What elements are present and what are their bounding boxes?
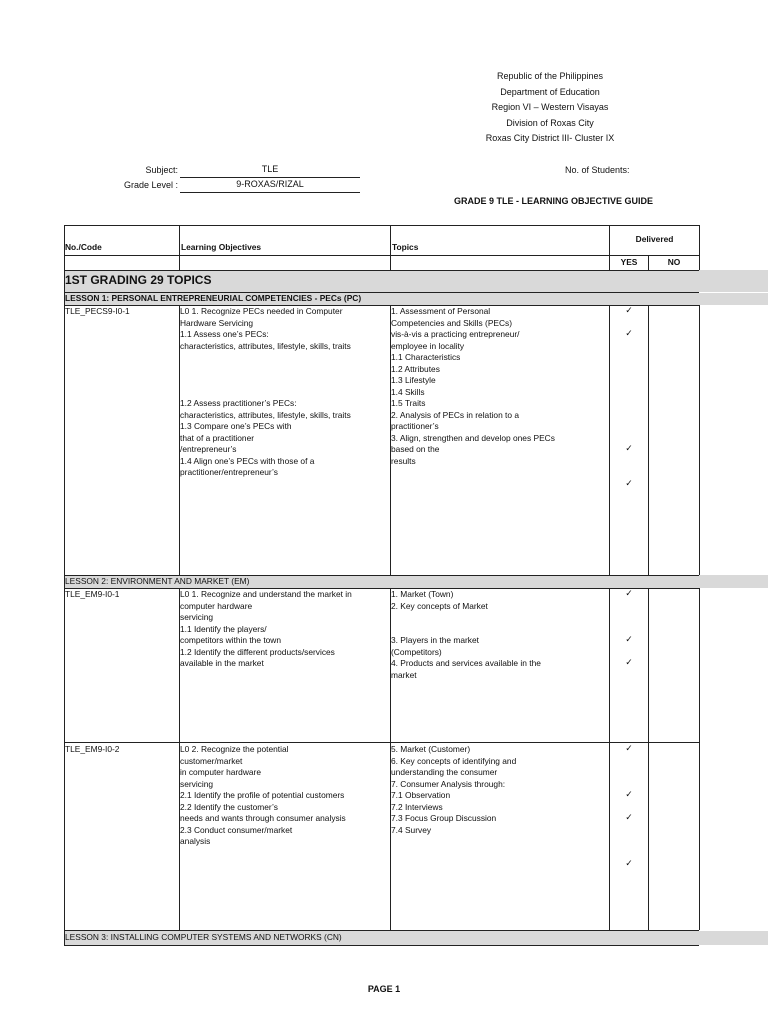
yes-check: ✓ bbox=[625, 858, 633, 868]
header-line-3: Region VI – Western Visayas bbox=[491, 102, 609, 112]
yes-check: ✓ bbox=[625, 588, 633, 598]
yes-check: ✓ bbox=[625, 305, 633, 315]
col-header-topics: Topics bbox=[392, 242, 419, 252]
lesson2-title: LESSON 2: ENVIRONMENT AND MARKET (EM) bbox=[65, 576, 250, 586]
col-header-code: No./Code bbox=[65, 242, 102, 252]
yes-check: ✓ bbox=[625, 634, 633, 644]
agency-header bbox=[440, 69, 660, 147]
row-code: TLE_PECS9-I0-1 bbox=[65, 306, 130, 316]
grading-title: 1ST GRADING 29 TOPICS bbox=[65, 273, 212, 287]
yes-check: ✓ bbox=[625, 328, 633, 338]
yes-check: ✓ bbox=[625, 789, 633, 799]
yes-check: ✓ bbox=[625, 478, 633, 488]
yes-check: ✓ bbox=[625, 443, 633, 453]
header-line-4: Division of Roxas City bbox=[506, 117, 594, 128]
col-header-no: NO bbox=[667, 257, 681, 267]
yes-check: ✓ bbox=[625, 657, 633, 667]
row-objectives: L0 1. Recognize PECs needed in Computer Hardware Servicing 1.1 Assess one’s PECs: characteristics, attributes, lifestyle, skills, traits bbox=[180, 306, 351, 351]
col-header-yes: YES bbox=[620, 257, 638, 267]
header-line-5: Roxas City District III- Cluster IX bbox=[485, 133, 615, 143]
subject-label: Subject: bbox=[145, 165, 178, 175]
guide-title: GRADE 9 TLE - LEARNING OBJECTIVE GUIDE bbox=[454, 196, 654, 206]
grade-level-label: Grade Level : bbox=[123, 180, 178, 190]
header-line-2: Department of Education bbox=[500, 86, 600, 97]
col-header-objectives: Learning Objectives bbox=[181, 242, 262, 252]
yes-check: ✓ bbox=[625, 743, 633, 753]
row-objectives: L0 2. Recognize the potential customer/market in computer hardware servicing 2.1 Identify the profile of potential customers 2.2 Identify the customer’s needs and wants through consumer analysis 2.3 Conduct consumer/market analysis bbox=[180, 744, 346, 846]
row-topics: 5. Market (Customer) 6. Key concepts of identifying and understanding the consumer 7. Consumer Analysis through: 7.1 Observation 7.2 Interviews 7.3 Focus Group Discussion 7.4 Survey bbox=[391, 744, 517, 835]
students-label: No. of Students: bbox=[565, 165, 630, 175]
yes-check: ✓ bbox=[625, 812, 633, 822]
page-number: PAGE 1 bbox=[367, 984, 401, 994]
row-code: TLE_EM9-I0-2 bbox=[65, 744, 120, 754]
row-objectives: 1.2 Assess practitioner’s PECs: characteristics, attributes, lifestyle, skills, traits 1.3 Compare one’s PECs with that of a practitioner /entrepreneur’s 1.4 Align one’s PECs with those of a practitioner/entrepreneur’s bbox=[180, 398, 351, 477]
grade-level-value: 9-ROXAS/RIZAL bbox=[180, 179, 360, 193]
col-header-delivered: Delivered bbox=[635, 234, 674, 244]
row-topics: 1. Market (Town) 2. Key concepts of Market bbox=[391, 589, 488, 611]
row-objectives: L0 1. Recognize and understand the market in computer hardware servicing 1.1 Identify the players/ competitors within the town 1.2 Identify the different products/services available in the market bbox=[180, 589, 352, 668]
lesson1-title: LESSON 1: PERSONAL ENTREPRENEURIAL COMPETENCIES - PECs (PC) bbox=[65, 293, 362, 303]
subject-value: TLE bbox=[180, 164, 360, 178]
row-topics: 1. Assessment of Personal Competencies and Skills (PECs) vis-à-vis a practicing entrepreneur/ employee in locality 1.1 Characteristics 1.2 Attributes 1.3 Lifestyle 1.4 Skills 1.5 Traits 2. Analysis of PECs in relation to a practitioner’s 3. Align, strengthen and develop ones PECs based on the results bbox=[391, 306, 555, 466]
row-topics: 3. Players in the market (Competitors) 4. Products and services available in the market bbox=[391, 635, 541, 680]
row-code: TLE_EM9-I0-1 bbox=[65, 589, 120, 599]
lesson3-title: LESSON 3: INSTALLING COMPUTER SYSTEMS AND NETWORKS (CN) bbox=[65, 932, 342, 942]
header-line-1: Republic of the Philippines bbox=[496, 71, 604, 81]
